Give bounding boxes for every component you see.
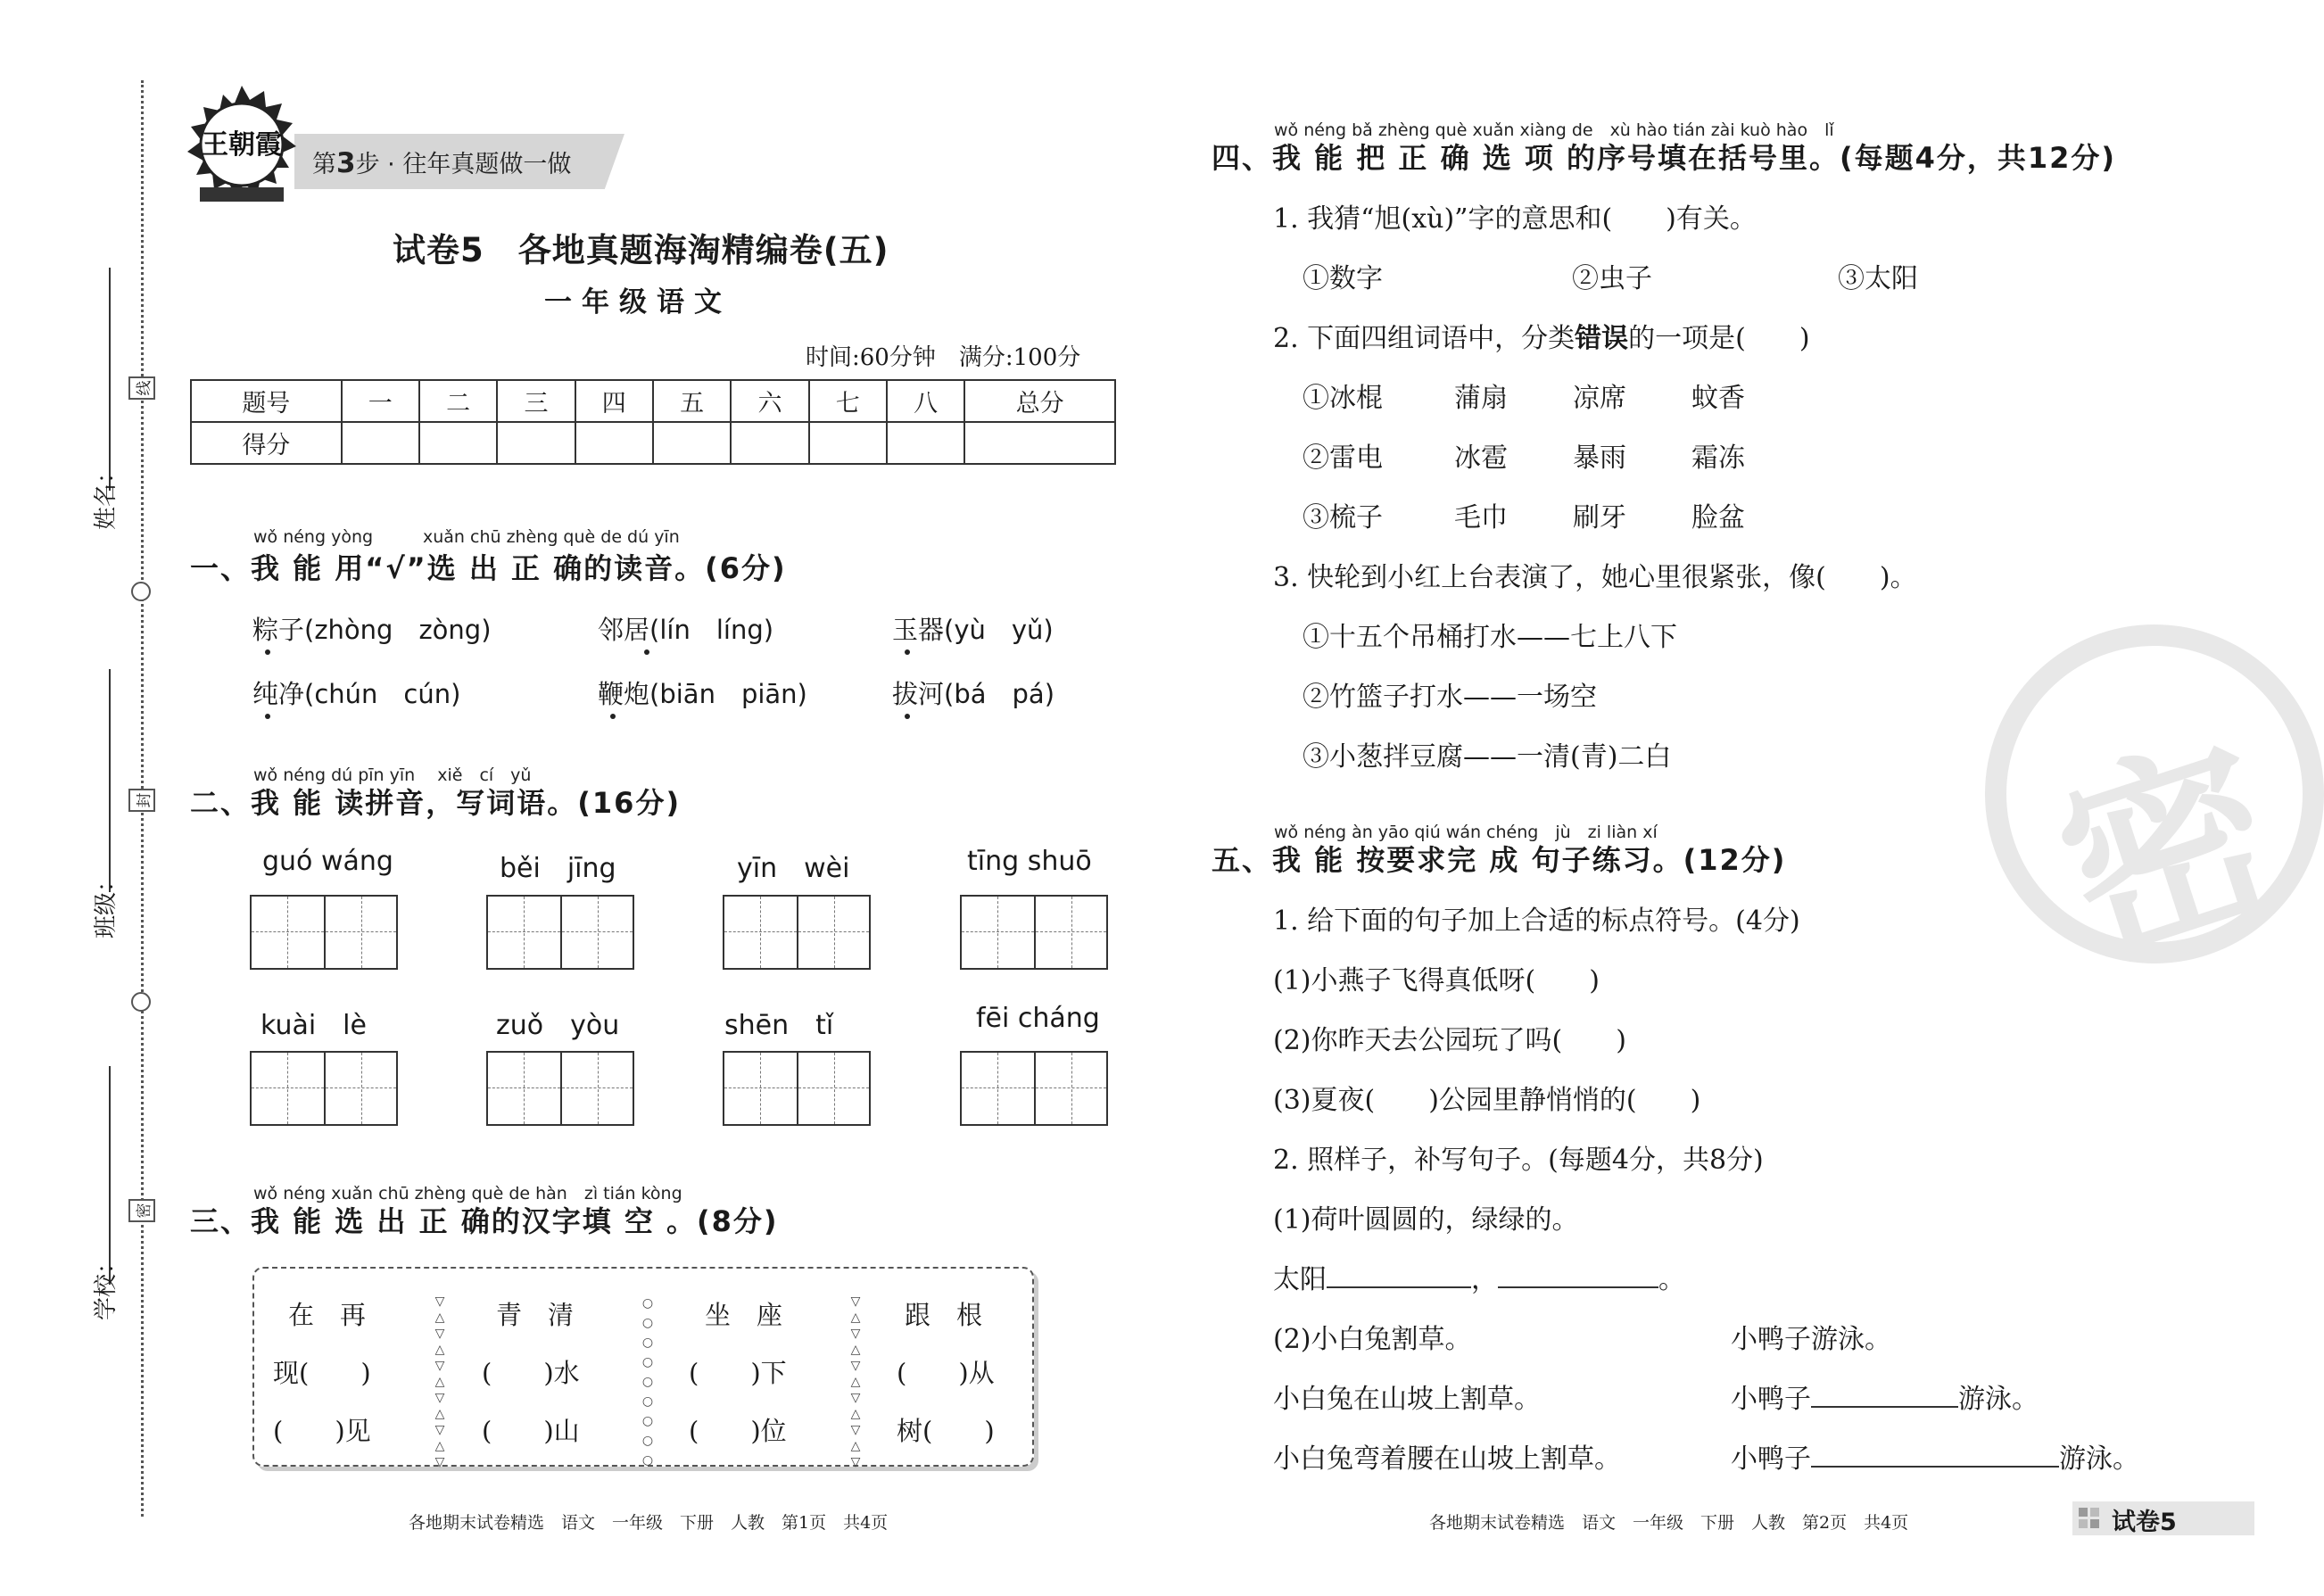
score-table [190, 379, 1116, 465]
option[interactable]: ②雷电 [1303, 442, 1383, 474]
choice-group-head: 在 再 [288, 1300, 367, 1330]
score-cell: 二 [419, 380, 497, 422]
choice-group-head: 跟 根 [905, 1300, 983, 1330]
item-pinyin-options: (biān piān) [649, 679, 807, 709]
item-word: 邻居 [598, 615, 650, 645]
emphasis-dot [265, 714, 270, 719]
score-cell: 题号 [191, 380, 342, 422]
school-label: 学校： [93, 1250, 120, 1320]
item-word: 鞭炮 [598, 679, 650, 709]
option[interactable]: ②虫子 [1572, 263, 1652, 294]
question-5-2: 2. 照样子，补写句子。(每题4分，共8分) [1273, 1145, 1764, 1176]
score-input-cell[interactable] [497, 422, 575, 464]
score-cell: 五 [653, 380, 731, 422]
decor-square [2079, 1519, 2088, 1528]
reading-item[interactable] [598, 610, 773, 647]
item-pinyin-options: (chún cún) [304, 679, 461, 709]
separator-triangles: ▽ △ ▽ △ ▽ △ ▽ △ ▽ △ ▽ [850, 1294, 861, 1469]
question-4-1: 1. 我猜“旭(xù)”字的意思和( )有关。 [1273, 203, 1757, 235]
choice-blank[interactable]: 现( ) [273, 1358, 371, 1388]
target-sentence: 小鸭子游泳。 [1731, 1324, 1891, 1355]
section1-pinyin-a: wǒ néng yòng [253, 527, 374, 547]
option-word: 蒲扇 [1454, 383, 1508, 414]
question-text: 的一项是( ) [1628, 323, 1810, 354]
option-word: 刷牙 [1573, 502, 1626, 533]
option[interactable]: ③小葱拌豆腐——一清(青)二白 [1303, 741, 1672, 773]
writing-grid[interactable] [960, 1051, 1108, 1126]
brand-logo [175, 82, 309, 216]
footer-right: 各地期末试卷精选 语文 一年级 下册 人教 第2页 共4页 [1429, 1513, 1909, 1533]
logo-text: 王朝霞 [202, 129, 282, 161]
item-pinyin-options: (bá pá) [944, 679, 1055, 709]
sentence-end: 游泳。 [2059, 1443, 2139, 1475]
sentence-end: 游泳。 [1958, 1384, 2039, 1415]
binding-hole [131, 582, 151, 601]
fill-sentence-1 [1273, 1257, 1685, 1296]
option-word: 毛巾 [1454, 502, 1508, 533]
section5-title: 五、我 能 按要求完 成 句子练习。(12分) [1212, 843, 1787, 877]
sentence-start: 小鸭子 [1731, 1384, 1811, 1415]
secret-watermark [1985, 624, 2324, 999]
sentence-start: 小鸭子 [1731, 1443, 1811, 1475]
question-5-1: 1. 给下面的句子加上合适的标点符号。(4分) [1273, 906, 1800, 937]
footer-left: 各地期末试卷精选 语文 一年级 下册 人教 第1页 共4页 [409, 1513, 889, 1533]
fill-sentence-2 [1731, 1377, 2039, 1416]
sentence-start: 太阳 [1273, 1264, 1327, 1295]
binding-mark-line: 线 [128, 376, 155, 400]
choice-blank[interactable]: ( )山 [482, 1416, 580, 1446]
step-label [312, 145, 571, 179]
option[interactable]: ①冰棍 [1303, 383, 1383, 414]
score-input-cell[interactable] [809, 422, 887, 464]
sentence-end: 。 [1658, 1264, 1685, 1295]
reading-item[interactable] [252, 610, 492, 647]
section2-title: 二、我 能 读拼音，写词语。(16分) [190, 786, 682, 820]
score-cell: 三 [497, 380, 575, 422]
example-sentence: 小白兔弯着腰在山坡上割草。 [1273, 1443, 1621, 1475]
item-word: 玉器 [892, 615, 945, 645]
answer-blank[interactable] [1327, 1286, 1471, 1288]
section1-title: 一、我 能 用“√”选 出 正 确的读音。(6分) [190, 551, 787, 585]
score-cell: 六 [731, 380, 808, 422]
option-word: 冰雹 [1454, 442, 1508, 474]
item-pinyin-options: (zhòng zòng) [304, 615, 492, 645]
score-table-header-row [191, 380, 1115, 422]
section2-pinyin: wǒ néng dú pīn yīn xiě cí yǔ [253, 765, 532, 785]
emphasis-dot [265, 649, 270, 655]
item-word: 拔河 [892, 679, 945, 709]
class-line [109, 669, 111, 892]
writing-grid[interactable] [486, 1051, 634, 1126]
decor-square [2090, 1508, 2099, 1517]
binding-mark-secret: 密 [128, 1199, 155, 1222]
pinyin-prompt: yīn wèi [737, 853, 850, 884]
writing-grid[interactable] [486, 895, 634, 970]
score-input-cell[interactable] [342, 422, 419, 464]
item-pinyin-options: (lín líng) [649, 615, 774, 645]
example-sentence: (1)荷叶圆圆的，绿绿的。 [1273, 1204, 1579, 1236]
score-row-label: 得分 [191, 422, 342, 464]
score-table-score-row [191, 422, 1115, 464]
name-label: 姓名： [93, 459, 120, 530]
writing-grid[interactable] [723, 1051, 871, 1126]
pinyin-prompt: běi jīng [500, 853, 616, 884]
score-input-cell[interactable] [731, 422, 808, 464]
step-suffix: 步 · 往年真题做一做 [355, 151, 572, 178]
emphasis-dot [610, 714, 616, 719]
binding-mark-seal: 封 [128, 789, 155, 812]
writing-grid[interactable] [723, 895, 871, 970]
step-prefix: 第 [312, 151, 336, 178]
section3-pinyin: wǒ néng xuǎn chū zhèng què de hàn zì tián kòng [253, 1184, 682, 1203]
option-word: 霜冻 [1691, 442, 1745, 474]
score-cell: 七 [809, 380, 887, 422]
item-word: 粽子 [252, 615, 305, 645]
example-sentence: (2)小白兔割草。 [1273, 1324, 1472, 1355]
time-info: 时间:60分钟 满分:100分 [806, 344, 1081, 371]
section4-pinyin: wǒ néng bǎ zhèng què xuǎn xiàng de xù hào tián zài kuò hào lǐ [1274, 120, 1834, 140]
score-cell: 八 [887, 380, 964, 422]
punctuation-item[interactable]: (1)小燕子飞得真低呀( ) [1273, 965, 1600, 996]
writing-grid[interactable] [250, 1051, 398, 1126]
score-input-cell[interactable] [887, 422, 964, 464]
option-word: 暴雨 [1573, 442, 1626, 474]
example-sentence: 小白兔在山坡上割草。 [1273, 1384, 1541, 1415]
option[interactable]: ②竹篮子打水——一场空 [1303, 682, 1597, 713]
score-input-cell[interactable] [575, 422, 653, 464]
choice-blank[interactable]: 树( ) [897, 1416, 995, 1446]
option-word: 凉席 [1573, 383, 1626, 414]
page-tag-label: 试卷5 [2112, 1509, 2177, 1536]
pinyin-prompt: zuǒ yòu [496, 1010, 620, 1041]
choice-blank[interactable]: ( )从 [897, 1358, 995, 1388]
score-input-cell[interactable] [964, 422, 1115, 464]
item-pinyin-options: (yù yǔ) [944, 615, 1054, 645]
question-text: 2. 下面四组词语中，分类 [1273, 323, 1576, 354]
emphasis-dot [905, 714, 910, 719]
option-word: 蚊香 [1691, 383, 1745, 414]
choice-blank[interactable]: ( )位 [689, 1416, 787, 1446]
watermark-glyph: 密 [2033, 708, 2303, 999]
decor-square [2079, 1508, 2088, 1517]
sentence-comma: ， [1471, 1264, 1498, 1295]
pinyin-prompt: shēn tǐ [724, 1010, 834, 1041]
writing-grid[interactable] [960, 895, 1108, 970]
emphasis-dot [905, 649, 910, 655]
writing-grid[interactable] [250, 895, 398, 970]
option[interactable]: ①数字 [1303, 263, 1383, 294]
pinyin-prompt: tīng shuō [967, 846, 1092, 877]
reading-item[interactable] [892, 674, 1054, 711]
choice-blank[interactable]: ( )下 [689, 1358, 787, 1388]
reading-item[interactable] [892, 610, 1054, 647]
score-cell: 总分 [964, 380, 1115, 422]
punctuation-item[interactable]: (2)你昨天去公园玩了吗( ) [1273, 1025, 1626, 1056]
choice-blank[interactable]: ( )水 [482, 1358, 580, 1388]
pinyin-prompt: fēi cháng [976, 1003, 1100, 1034]
option[interactable]: ③梳子 [1303, 502, 1383, 533]
reading-item[interactable] [252, 674, 460, 711]
choice-blank[interactable]: ( )见 [273, 1416, 371, 1446]
separator-triangles: ▽ △ ▽ △ ▽ △ ▽ △ ▽ △ ▽ [434, 1294, 445, 1469]
separator-circles: ○ ○ ○ ○ ○ ○ ○ ○ ○ [641, 1296, 654, 1468]
score-cell: 四 [575, 380, 653, 422]
score-cell: 一 [342, 380, 419, 422]
answer-blank[interactable] [1811, 1466, 2059, 1468]
fill-sentence-3 [1731, 1436, 2139, 1476]
step-number: 3 [336, 147, 356, 179]
punctuation-item[interactable]: (3)夏夜( )公园里静悄悄的( ) [1273, 1085, 1701, 1116]
choice-group-head: 青 清 [496, 1300, 575, 1330]
question-4-2 [1273, 316, 1810, 355]
section4-title: 四、我 能 把 正 确 选 项 的序号填在括号里。(每题4分，共12分) [1212, 141, 2117, 175]
decor-square [2090, 1519, 2099, 1528]
pinyin-prompt: kuài lè [261, 1010, 367, 1041]
paper-title: 试卷5 各地真题海淘精编卷(五) [393, 231, 889, 269]
option-word: 脸盆 [1691, 502, 1745, 533]
binding-hole [131, 992, 151, 1012]
question-emphasis: 错误 [1575, 323, 1629, 354]
score-input-cell[interactable] [419, 422, 497, 464]
paper-subtitle: 一年级语文 [544, 286, 732, 318]
reading-item[interactable] [598, 674, 807, 711]
score-input-cell[interactable] [653, 422, 731, 464]
option[interactable]: ①十五个吊桶打水——七上八下 [1303, 622, 1677, 653]
section1-pinyin-b: xuǎn chū zhèng què de dú yīn [423, 527, 680, 547]
class-label: 班级： [93, 868, 120, 939]
name-line [109, 268, 111, 491]
emphasis-dot [644, 649, 649, 655]
section3-title: 三、我 能 选 出 正 确的汉字填 空 。(8分) [190, 1204, 779, 1238]
answer-blank[interactable] [1498, 1286, 1658, 1288]
choice-group-head: 坐 座 [705, 1300, 783, 1330]
question-4-3: 3. 快轮到小红上台表演了，她心里很紧张，像( )。 [1273, 562, 1917, 593]
pinyin-prompt: guó wáng [262, 846, 393, 877]
option[interactable]: ③太阳 [1838, 263, 1918, 294]
item-word: 纯净 [252, 679, 305, 709]
answer-blank[interactable] [1811, 1406, 1958, 1408]
section5-pinyin: wǒ néng àn yāo qiú wán chéng jù zi liàn xí [1274, 823, 1658, 842]
